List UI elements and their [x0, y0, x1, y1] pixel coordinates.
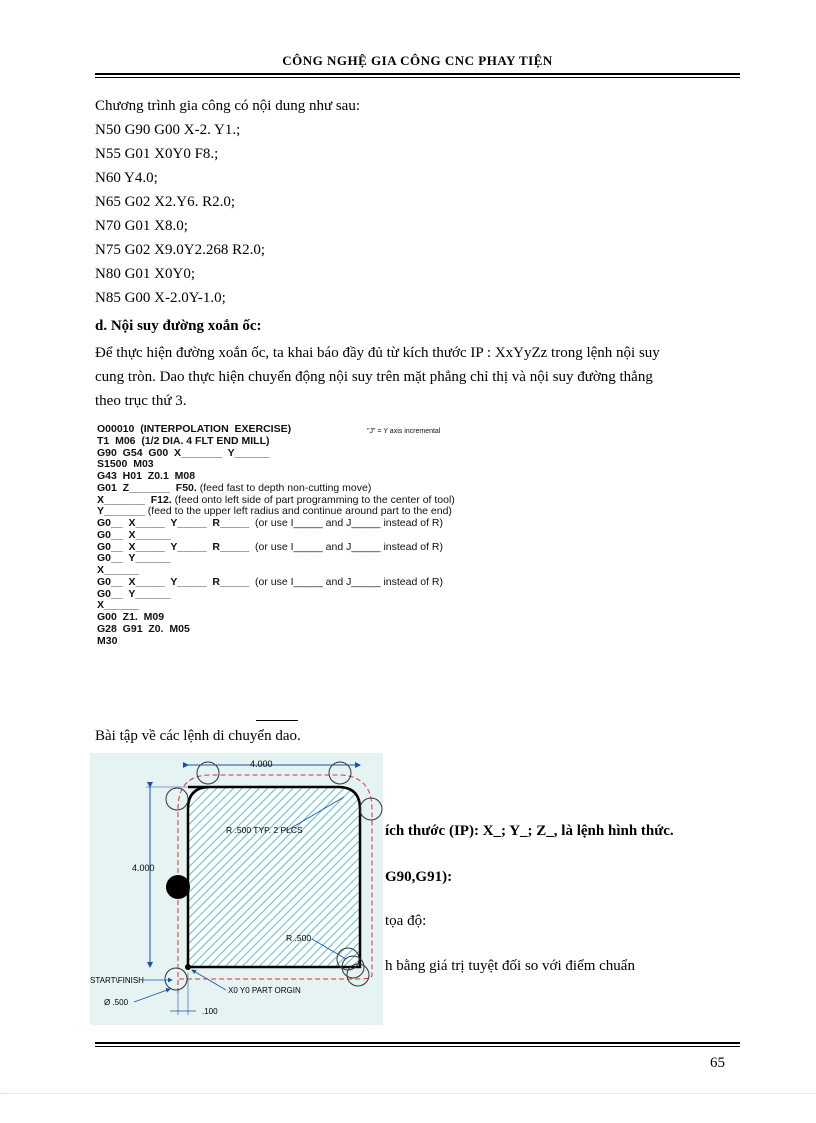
dim-left: 4.000 [132, 863, 155, 873]
exercise-comment: (feed to the upper left radius and continue around part to the end) [144, 505, 452, 518]
page-number: 65 [710, 1055, 725, 1071]
paragraph-line: Để thực hiện đường xoắn ốc, ta khai báo đầy đủ từ kích thước IP : XxYyZz trong lệnh nội suy [95, 345, 660, 361]
tool-circle [360, 798, 382, 820]
figure-caption: Bài tập về các lệnh di chuyển dao. [95, 728, 301, 744]
exercise-code: G90 G54 G00 X_______ Y______ [97, 446, 270, 459]
program-line: N60 Y4.0; [95, 170, 158, 186]
exercise-code: X______ [97, 599, 140, 612]
dim-top: 4.000 [250, 759, 273, 769]
hidden-text-line: tọa độ: [385, 913, 427, 929]
origin-dot [185, 964, 191, 970]
exercise-line [97, 553, 467, 565]
exercise-line [97, 589, 467, 601]
exercise-code: G00 Z1. M09 [97, 611, 165, 623]
origin-label: X0 Y0 PART ORGIN [228, 986, 301, 995]
exercise-code: G28 G91 Z0. M05 [97, 622, 190, 635]
tool-circle [166, 788, 188, 810]
exercise-line [97, 624, 467, 636]
program-line: N55 G01 X0Y0 F8.; [95, 146, 219, 162]
hidden-text-line: h bằng giá trị tuyệt đối so với điểm chuẩn [385, 958, 635, 974]
hidden-text-bold: ích thước (IP): X_; Y_; Z_, là lệnh hình thức. [385, 823, 674, 839]
exercise-code: O00010 (INTERPOLATION EXERCISE) [97, 423, 292, 435]
hidden-text-line: G90,G91): [385, 869, 453, 885]
footer-rule-thin [95, 1046, 740, 1047]
exercise-code: X______ [97, 564, 140, 576]
part-drawing [90, 753, 383, 1025]
part-drawing-figure [90, 753, 383, 1025]
footer-rule-thick [95, 1042, 740, 1044]
bottom-dotted-line [0, 1093, 816, 1094]
header-rule-thick [95, 73, 740, 75]
exercise-line [97, 636, 467, 648]
section-d-title: d. Nội suy đường xoắn ốc: [95, 318, 262, 334]
program-line: N85 G00 X-2.0Y-1.0; [95, 290, 226, 306]
exercise-code: S1500 M03 [97, 458, 154, 471]
exercise-code: Y_______ [97, 505, 145, 518]
exercise-code: T1 M06 (1/2 DIA. 4 FLT END MILL) [97, 434, 270, 447]
start-finish-label: START\FINISH [90, 976, 144, 985]
exercise-code: G43 H01 Z0.1 M08 [97, 470, 196, 482]
paragraph-line: theo trục thứ 3. [95, 393, 187, 409]
diameter-label: Ø .500 [104, 998, 129, 1007]
program-line: N50 G90 G00 X-2. Y1.; [95, 122, 241, 138]
hidden-text-line [385, 823, 674, 840]
offset-label: .100 [202, 1007, 218, 1016]
exercise-code: M30 [97, 634, 118, 647]
header-rule-thin [95, 77, 740, 78]
header-title: CÔNG NGHỆ GIA CÔNG CNC PHAY TIỆN [282, 53, 553, 68]
exercise-code: G0__ Y______ [97, 552, 171, 565]
radius-corner: R .500 [286, 933, 312, 943]
paragraph-line: cung tròn. Dao thực hiện chuyển động nội suy trên mặt phẳng chỉ thị và nội suy đường thẳng [95, 369, 653, 385]
exercise-comment: (feed fast to depth non-cutting move) [196, 481, 372, 494]
radius-note: R .500 TYP. 2 PLCS [226, 825, 303, 835]
exercise-code: G0__ X_____ Y_____ R_____ [97, 517, 250, 529]
program-line: N70 G01 X8.0; [95, 218, 188, 234]
exercise-code: G0__ X_____ Y_____ R_____ [97, 575, 250, 588]
program-line: N80 G01 X0Y0; [95, 266, 195, 282]
interpolation-exercise-image [97, 424, 467, 647]
exercise-code: G0__ X_____ Y_____ R_____ [97, 540, 250, 553]
exercise-code: G0__ X______ [97, 528, 171, 541]
exercise-comment: (or use I_____ and J_____ instead of R) [249, 575, 443, 588]
exercise-note: "J" = Y axis incremental [367, 428, 441, 435]
exercise-underline [256, 720, 298, 721]
exercise-comment: (feed onto left side of part programming to the center of tool) [171, 493, 455, 506]
exercise-code: G01 Z_______ F50. [97, 481, 197, 494]
exercise-comment: (or use I_____ and J_____ instead of R) [249, 517, 443, 529]
program-line: N75 G02 X9.0Y2.268 R2.0; [95, 242, 266, 258]
exercise-code: X_______ F12. [97, 493, 172, 506]
tool-marker [166, 875, 190, 899]
program-line: N65 G02 X2.Y6. R2.0; [95, 194, 236, 210]
exercise-comment: (or use I_____ and J_____ instead of R) [249, 540, 443, 553]
part-outline [188, 787, 360, 967]
program-intro: Chương trình gia công có nội dung như sau: [95, 98, 360, 114]
exercise-code: G0__ Y______ [97, 587, 171, 600]
program-block [95, 94, 360, 310]
section-d-paragraph [95, 341, 735, 413]
